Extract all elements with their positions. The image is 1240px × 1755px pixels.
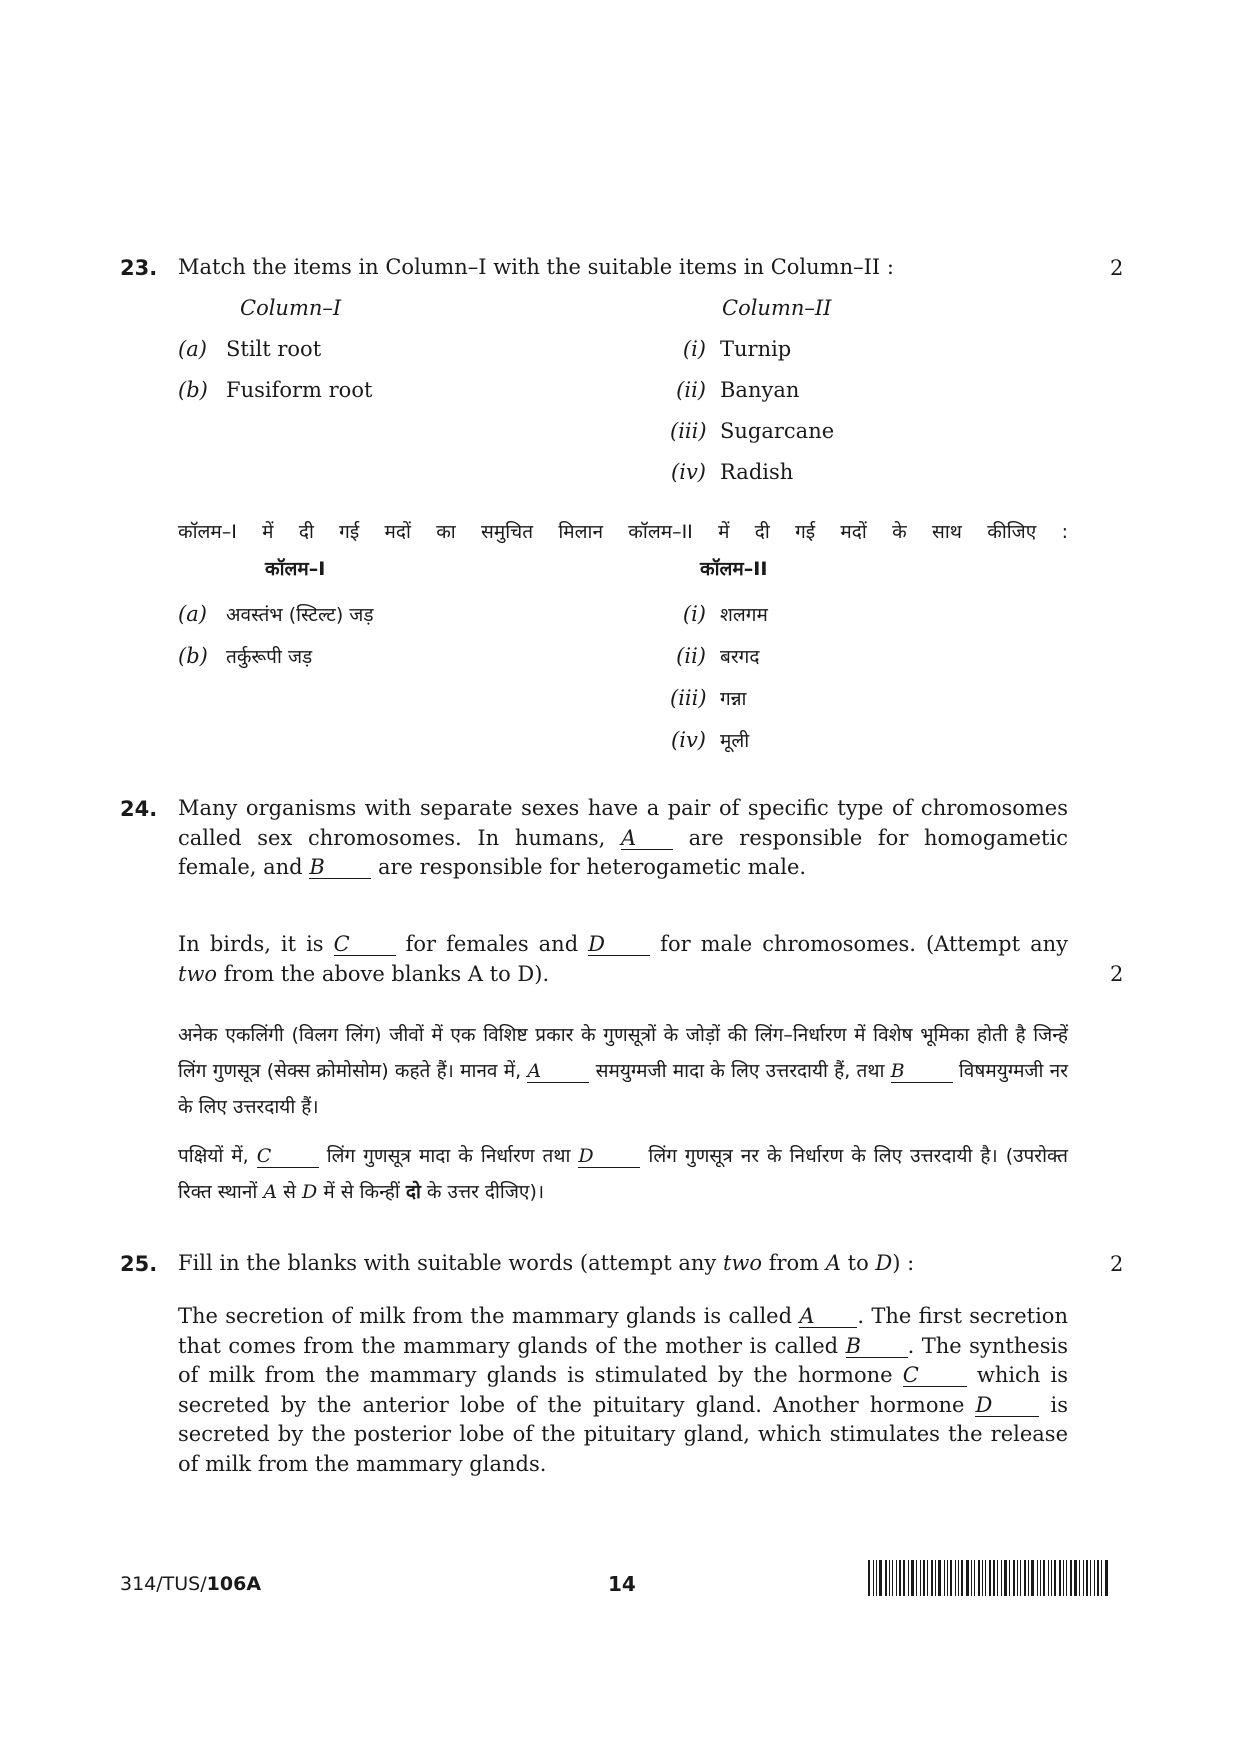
barcode-bar: [903, 1560, 905, 1596]
q23-hindi-col1-item: (b) तर्कुरूपी जड़: [178, 644, 313, 668]
barcode-bar: [1086, 1560, 1088, 1596]
barcode-bar: [985, 1560, 986, 1596]
blank-D: D: [588, 933, 650, 956]
q23-hindi-col2-item: (iv) मूली: [671, 728, 750, 752]
q24-marks: 2: [1110, 962, 1124, 986]
barcode-bar: [908, 1560, 909, 1596]
barcode-bar: [1028, 1560, 1029, 1596]
blank-A: A: [621, 827, 673, 850]
q23-hindi-col2-item: (ii) बरगद: [676, 644, 760, 668]
blank-C: C: [334, 933, 396, 956]
barcode-bar: [1048, 1560, 1049, 1596]
q24-paragraph-1: Many organisms with separate sexes have a pair of specific type of chromosomes called sex chromosomes. In humans, A are responsible for homogametic female, and B are responsible for heterogametic male.: [178, 796, 1068, 879]
barcode-bar: [935, 1560, 936, 1596]
barcode-bar: [1066, 1560, 1067, 1596]
barcode-bar: [971, 1560, 972, 1596]
barcode-bar: [966, 1560, 969, 1596]
q23-col2-item: (ii) Banyan: [676, 378, 800, 402]
barcode: [868, 1560, 1130, 1596]
q23-col1-head: Column–I: [240, 296, 342, 320]
q24-hindi-paragraph-1: अनेक एकलिंगी (विलग लिंग) जीवों में एक विशिष्ट प्रकार के गुणसूत्रों के जोड़ों की लिंग–निर्धारण में विशेष भूमिका होती है जिन्हें लिंग गुणसूत्र (सेक्स क्रोमोसोम) कहते हैं। मानव में, A समयुग्मजी मादा के लिए उत्तरदायी हैं, तथा B विषमयुग्मजी नर के लिए उत्तरदायी हैं।: [178, 1024, 1068, 1118]
barcode-bar: [885, 1560, 887, 1596]
q24-number: 24.: [120, 797, 158, 821]
q25-prompt: Fill in the blanks with suitable words (attempt any two from A to D) :: [178, 1251, 915, 1275]
blank-C: C: [903, 1364, 967, 1387]
barcode-bar: [1024, 1560, 1026, 1596]
barcode-bar: [958, 1560, 959, 1596]
barcode-bar: [1017, 1560, 1018, 1596]
barcode-bar: [947, 1560, 948, 1596]
barcode-bar: [927, 1560, 928, 1596]
blank-D: D: [975, 1394, 1039, 1417]
q23-number: 23.: [120, 256, 158, 280]
q23-col1-item: (b) Fusiform root: [178, 378, 373, 402]
barcode-bar: [920, 1560, 921, 1596]
blank-A: A: [527, 1060, 589, 1083]
barcode-bar: [1079, 1560, 1080, 1596]
barcode-bar: [1037, 1560, 1038, 1596]
q23-hindi-col2-item: (iii) गन्ना: [670, 686, 747, 710]
barcode-bar: [1070, 1560, 1072, 1596]
q25-paragraph: The secretion of milk from the mammary glands is called A . The first secretion that comes from the mammary glands of the mother is called B . The synthesis of milk from the mammary glands is stimulated by the hormone C which is secreted by the anterior lobe of the pituitary gland. Another hormone D is secreted by the posterior lobe of the pituitary gland, which stimulates the release of milk from the mammary glands.: [178, 1304, 1068, 1476]
barcode-bar: [1051, 1560, 1052, 1596]
barcode-bar: [1043, 1560, 1045, 1596]
q23-col2-item: (i) Turnip: [682, 337, 792, 361]
blank-D: D: [578, 1145, 640, 1168]
barcode-bar: [997, 1560, 998, 1596]
q23-hindi-col2-item: (i) शलगम: [682, 602, 768, 626]
barcode-bar: [1001, 1560, 1002, 1596]
barcode-bar: [899, 1560, 901, 1596]
q23-col2-item: (iii) Sugarcane: [670, 419, 835, 443]
barcode-bar: [868, 1560, 870, 1596]
paper-code: 314/TUS/106A: [120, 1573, 262, 1595]
barcode-bar: [1031, 1560, 1034, 1596]
barcode-bar: [911, 1560, 914, 1596]
barcode-bar: [1097, 1560, 1099, 1596]
barcode-bar: [892, 1560, 893, 1596]
blank-B: B: [846, 1335, 908, 1358]
q23-hindi-col2-head: कॉलम–II: [700, 558, 768, 580]
q25-number: 25.: [120, 1252, 158, 1276]
barcode-bar: [938, 1560, 941, 1596]
q24-hindi-paragraph-2: पक्षियों में, C लिंग गुणसूत्र मादा के निर्धारण तथा D लिंग गुणसूत्र नर के निर्धारण के लिए उत्तरदायी है। (उपरोक्त रिक्त स्थानों A से D में से किन्हीं दो के उत्तर दीजिए)।: [178, 1145, 1069, 1203]
barcode-bar: [950, 1560, 952, 1596]
barcode-bar: [896, 1560, 897, 1596]
barcode-bar: [1101, 1560, 1102, 1596]
q23-prompt: Match the items in Column–I with the suitable items in Column–II :: [178, 255, 894, 279]
barcode-bar: [1013, 1560, 1015, 1596]
blank-C: C: [257, 1145, 319, 1168]
q23-hindi-col1-head: कॉलम–I: [265, 558, 326, 580]
q23-hindi-prompt: कॉलम–I में दी गई मदों का समुचित मिलान कॉलम–II में दी गई मदों के साथ कीजिए :: [178, 521, 1068, 543]
barcode-bar: [1009, 1560, 1010, 1596]
barcode-bar: [955, 1560, 956, 1596]
barcode-bar: [1004, 1560, 1007, 1596]
barcode-bar: [1074, 1560, 1077, 1596]
barcode-bar: [1063, 1560, 1064, 1596]
barcode-bar: [974, 1560, 975, 1596]
barcode-bar: [889, 1560, 890, 1596]
barcode-bar: [993, 1560, 995, 1596]
barcode-bar: [1090, 1560, 1091, 1596]
barcode-bar: [873, 1560, 874, 1596]
barcode-bar: [916, 1560, 917, 1596]
barcode-bar: [961, 1560, 963, 1596]
q23-col2-item: (iv) Radish: [671, 460, 794, 484]
q24-paragraph-2: In birds, it is C for females and D for male chromosomes. (Attempt any two from the above blanks A to D).: [178, 932, 1068, 986]
barcode-bar: [1083, 1560, 1084, 1596]
barcode-bar: [1059, 1560, 1061, 1596]
blank-A: A: [799, 1305, 857, 1328]
q23-col2-head: Column–II: [722, 296, 832, 320]
barcode-bar: [879, 1560, 882, 1596]
barcode-bar: [1094, 1560, 1095, 1596]
barcode-bar: [1040, 1560, 1041, 1596]
barcode-bar: [923, 1560, 925, 1596]
q25-marks: 2: [1110, 1252, 1124, 1276]
barcode-bar: [989, 1560, 991, 1596]
barcode-bar: [944, 1560, 945, 1596]
barcode-bar: [1054, 1560, 1056, 1596]
barcode-bar: [1105, 1560, 1108, 1596]
barcode-bar: [876, 1560, 877, 1596]
q23-hindi-col1-item: (a) अवस्तंभ (स्टिल्ट) जड़: [178, 602, 374, 626]
q23-marks: 2: [1110, 256, 1124, 280]
barcode-bar: [978, 1560, 980, 1596]
barcode-bar: [931, 1560, 933, 1596]
barcode-bar: [982, 1560, 983, 1596]
q23-col1-item: (a) Stilt root: [178, 337, 322, 361]
blank-B: B: [309, 856, 371, 879]
blank-B: B: [891, 1060, 953, 1083]
page-number: 14: [608, 1572, 636, 1596]
barcode-bar: [1020, 1560, 1021, 1596]
